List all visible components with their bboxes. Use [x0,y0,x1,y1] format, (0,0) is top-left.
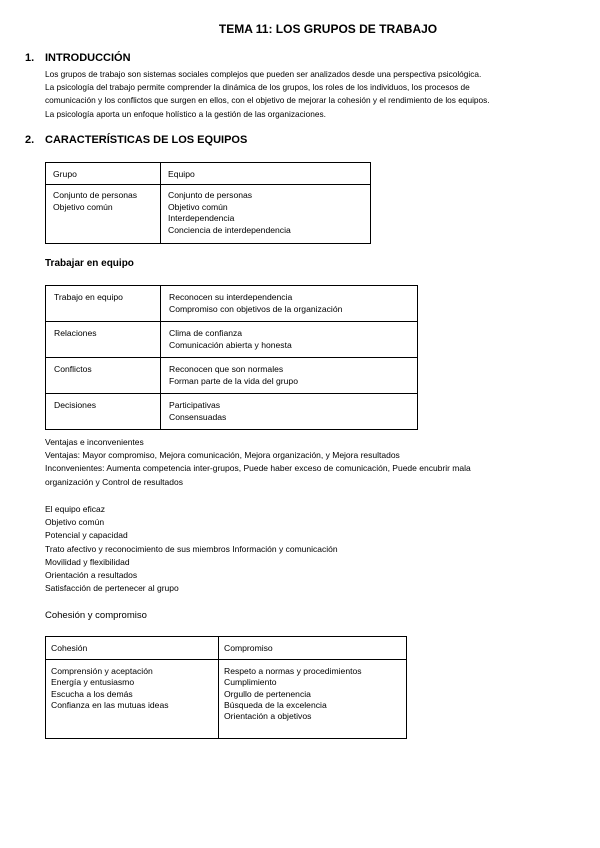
ventajas-line: organización y Control de resultados [45,476,183,487]
compromiso-cell [219,660,407,739]
table-header-row [46,637,407,660]
row-key: Conflictos [46,358,161,394]
cohesion-item: Confianza en las mutuas ideas [51,699,169,710]
table-row [46,322,418,358]
equipo-item: Conjunto de personas [168,190,253,200]
row-value: Comunicación abierta y honesta [169,339,292,350]
grupo-equipo-table [45,162,371,244]
row-key: Relaciones [46,322,161,358]
compromiso-item: Cumplimiento [224,677,277,688]
compromiso-item: Respeto a normas y procedimientos [224,666,362,676]
compromiso-item: Orgullo de pertenencia [224,688,311,699]
cohesion-compromiso-table [45,636,407,739]
grupo-cell [46,185,161,244]
row-value: Forman parte de la vida del grupo [169,375,298,386]
row-values [161,286,418,322]
intro-line: La psicología aporta un enfoque holístico a la gestión de las organizaciones. [45,108,326,119]
row-value: Compromiso con objetivos de la organización [169,303,343,314]
compromiso-item: Búsqueda de la excelencia [224,699,327,710]
trabajar-en-equipo-table [45,285,418,430]
equipo-item: Interdependencia [168,213,235,223]
section-2-title: CARACTERÍSTICAS DE LOS EQUIPOS [45,134,248,146]
section-1-number: 1. [25,52,35,64]
grupo-item: Objetivo común [53,201,113,212]
compromiso-item: Orientación a objetivos [224,711,312,722]
row-value: Participativas [169,400,221,410]
table-row [46,286,418,322]
section-1-title: INTRODUCCIÓN [45,52,131,64]
equipo-eficaz-item: Objetivo común [45,517,105,528]
ventajas-block [45,436,471,489]
row-values [161,358,418,394]
page-title: TEMA 11: LOS GRUPOS DE TRABAJO [218,22,438,36]
grupo-header: Grupo [46,163,161,185]
equipo-header: Equipo [161,163,371,185]
cohesion-header: Cohesión [46,637,219,660]
trabajar-en-equipo-heading: Trabajar en equipo [45,258,134,269]
table-row [46,660,407,739]
ventajas-heading: Ventajas e inconvenientes [45,437,144,447]
table-row [46,358,418,394]
section-2-heading [0,134,600,148]
row-value: Reconocen que son normales [169,364,284,374]
intro-line: Los grupos de trabajo son sistemas sociales complejos que pueden ser analizados desde una perspectiva psicológica. [45,69,482,79]
equipo-item: Conciencia de interdependencia [168,224,291,235]
row-value: Reconocen su interdependencia [169,292,293,302]
row-values [161,394,418,430]
equipo-cell [161,185,371,244]
table-row [46,185,371,244]
row-value: Consensuadas [169,411,227,422]
cohesion-item: Energía y entusiasmo [51,677,135,688]
cohesion-compromiso-heading: Cohesión y compromiso [45,610,147,621]
intro-line: La psicología del trabajo permite comprender la dinámica de los grupos, los roles de los individuos, los procesos de [45,82,470,93]
cohesion-cell [46,660,219,739]
section-1-heading [0,52,600,66]
row-values [161,322,418,358]
intro-paragraph [45,68,593,121]
cohesion-item: Escucha a los demás [51,688,133,699]
row-key: Decisiones [46,394,161,430]
compromiso-header: Compromiso [219,637,407,660]
equipo-eficaz-heading: El equipo eficaz [45,504,106,514]
equipo-eficaz-item: Satisfacción de pertenecer al grupo [45,583,179,594]
cohesion-item: Comprensión y aceptación [51,666,153,676]
row-value: Clima de confianza [169,328,243,338]
table-header-row [46,163,371,185]
intro-line: comunicación y los conflictos que surgen en ellos, con el objetivo de mejorar la cohesión y el rendimiento de los equipos. [45,95,490,106]
equipo-item: Objetivo común [168,201,228,212]
ventajas-line: Ventajas: Mayor compromiso, Mejora comunicación, Mejora organización, y Mejora resultados [45,450,400,461]
row-key: Trabajo en equipo [46,286,161,322]
equipo-eficaz-item: Orientación a resultados [45,570,138,581]
table-row [46,394,418,430]
section-2-number: 2. [25,134,35,146]
equipo-eficaz-item: Trato afectivo y reconocimiento de sus miembros Información y comunicación [45,543,338,554]
equipo-eficaz-block [45,503,338,595]
equipo-eficaz-item: Potencial y capacidad [45,530,128,541]
grupo-item: Conjunto de personas [53,190,138,200]
ventajas-line: Inconvenientes: Aumenta competencia inter-grupos, Puede haber exceso de comunicación, Puede encubrir mala [45,463,471,474]
equipo-eficaz-item: Movilidad y flexibilidad [45,556,130,567]
